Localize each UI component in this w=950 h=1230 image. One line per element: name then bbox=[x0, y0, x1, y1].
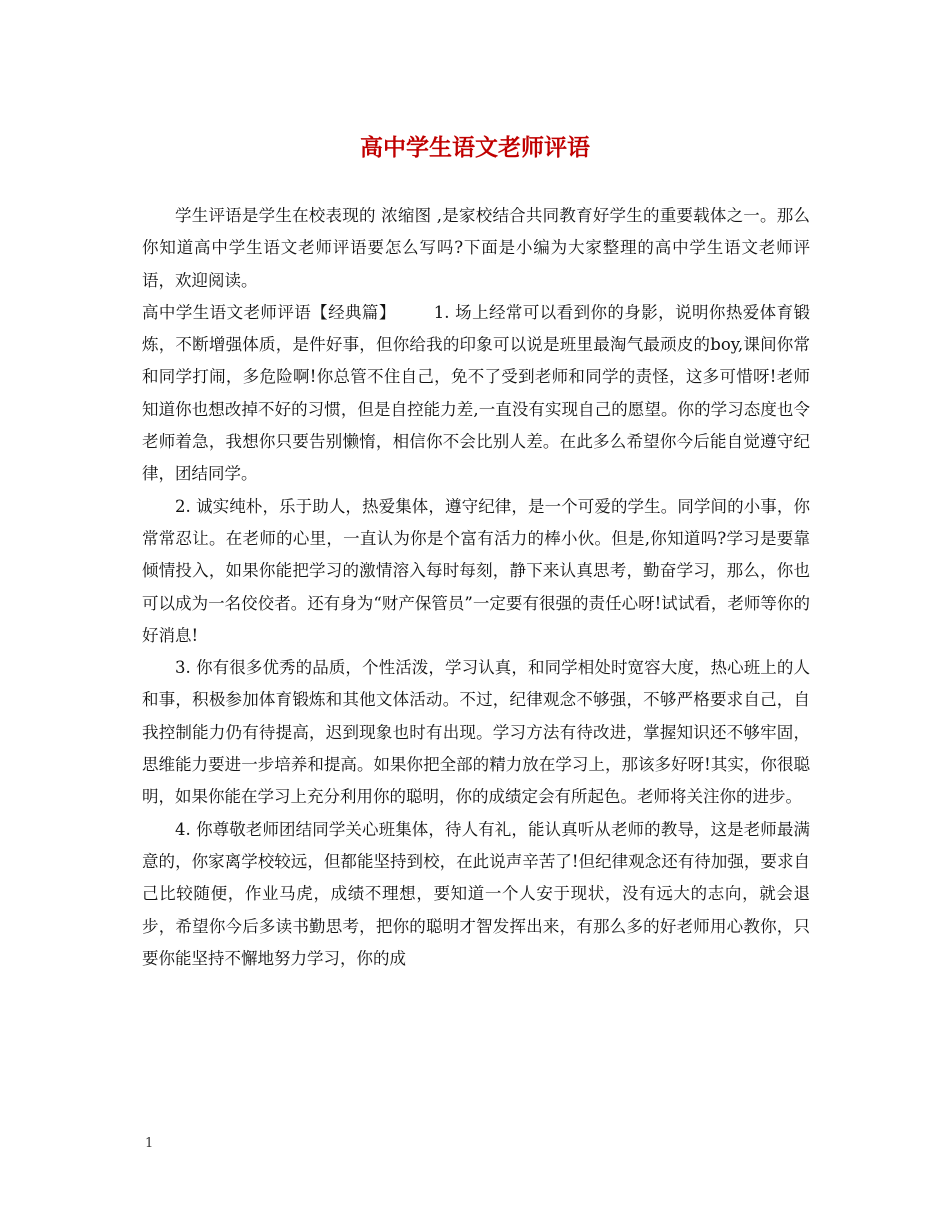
section-heading: 高中学生语文老师评语【经典篇】 bbox=[142, 302, 396, 322]
comment-item-1: 1. 场上经常可以看到你的身影，说明你热爱体育锻炼，不断增强体质，是件好事，但你给我的印象可以说是班里最淘气最顽皮的boy,课间你常和同学打闹，多危险啊!你总管不住自己，免不了受到老师和同学的责怪，这多可惜呀!老师知道你也想改掉不好的习惯，但是自控能力差,一直没有实现自己的愿望。你的学习态度也令老师着急，我想你只要告别懒惰，相信你不会比别人差。在此多么希望你今后能自觉遵守纪律，团结同学。 bbox=[142, 302, 810, 484]
comment-item-2: 2. 诚实纯朴，乐于助人，热爱集体，遵守纪律，是一个可爱的学生。同学间的小事，你常常忍让。在老师的心里，一直认为你是个富有活力的棒小伙。但是,你知道吗?学习是要靠倾情投入，如果你能把学习的激情溶入每时每刻，静下来认真思考，勤奋学习，那么，你也可以成为一名佼佼者。还有身为“财产保管员”一定要有很强的责任心呀!试试看，老师等你的好消息! bbox=[142, 496, 810, 645]
intro-paragraph: 学生评语是学生在校表现的 浓缩图 ,是家校结合共同教育好学生的重要载体之一。那么你知道高中学生语文老师评语要怎么写吗?下面是小编为大家整理的高中学生语文老师评语，欢迎阅读。 bbox=[142, 206, 810, 290]
comment-item-3: 3. 你有很多优秀的品质，个性活泼，学习认真，和同学相处时宽容大度，热心班上的人和事，积极参加体育锻炼和其他文体活动。不过，纪律观念不够强，不够严格要求自己，自我控制能力仍有待提高，迟到现象也时有出现。学习方法有待改进，掌握知识还不够牢固，思维能力要进一步培养和提高。如果你把全部的精力放在学习上，那该多好呀!其实，你很聪明，如果你能在学习上充分利用你的聪明，你的成绩定会有所起色。老师将关注你的进步。 bbox=[142, 658, 810, 807]
document-body bbox=[142, 200, 810, 975]
page-number: 1 bbox=[145, 1136, 154, 1151]
document-title: 高中学生语文老师评语 bbox=[360, 134, 590, 161]
comment-item-4: 4. 你尊敬老师团结同学关心班集体，待人有礼，能认真听从老师的教导，这是老师最满意的，你家离学校较远，但都能坚持到校，在此说声辛苦了!但纪律观念还有待加强，要求自己比较随便，作业马虎，成绩不理想，要知道一个人安于现状，没有远大的志向，就会退步，希望你今后多读书勤思考，把你的聪明才智发挥出来，有那么多的好老师用心教你，只要你能坚持不懈地努力学习，你的成 bbox=[142, 819, 810, 968]
section-paragraph bbox=[142, 297, 810, 491]
